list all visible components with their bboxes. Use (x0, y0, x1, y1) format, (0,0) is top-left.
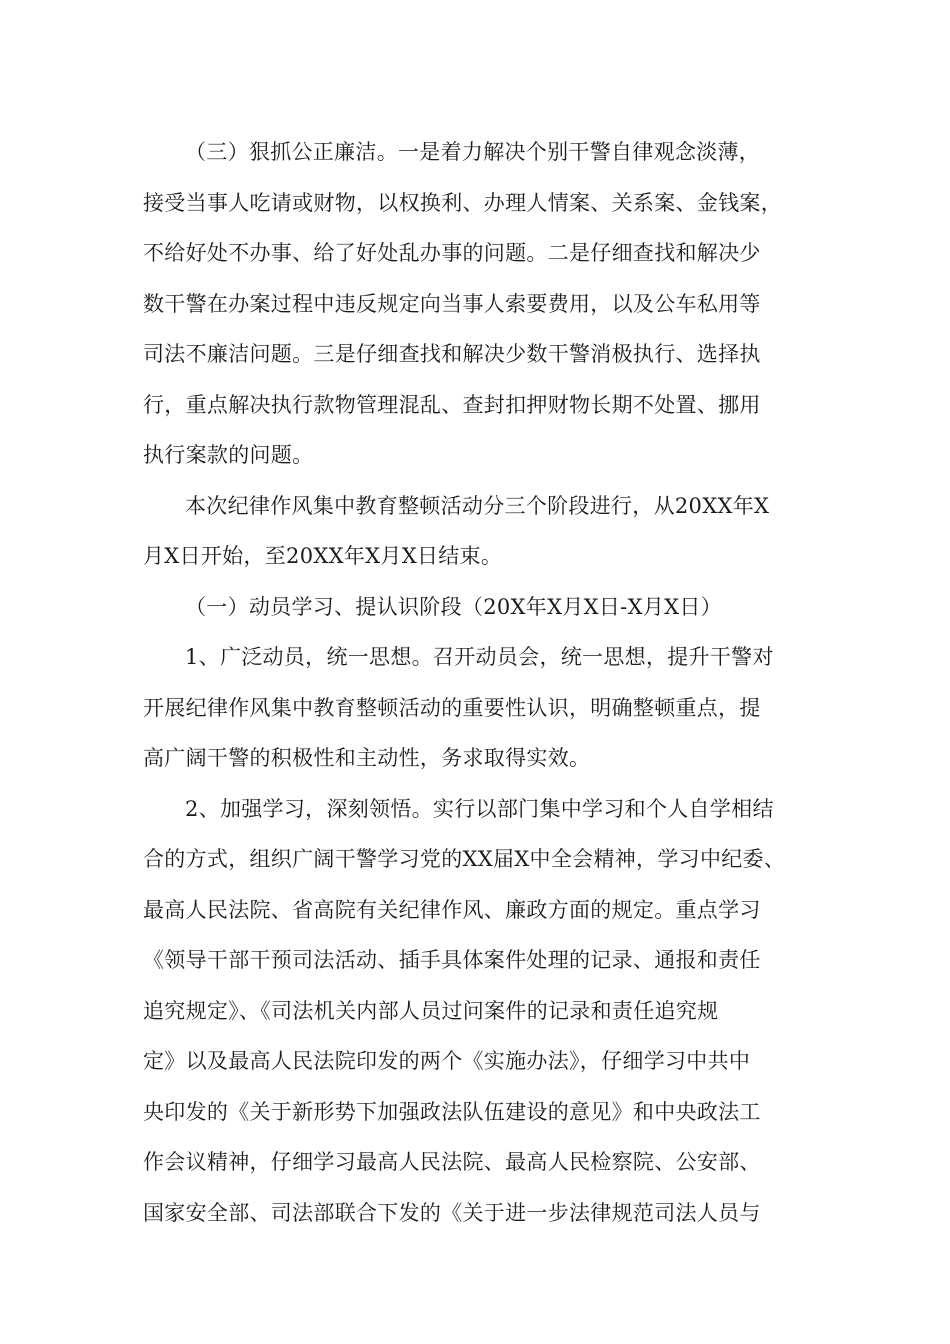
text-line: 央印发的《关于新形势下加强政法队伍建设的意见》和中央政法工 (143, 1099, 761, 1124)
text-line: 不给好处不办事、给了好处乱办事的问题。二是仔细查找和解决少 (143, 241, 761, 265)
text-line: 追究规定》、《司法机关内部人员过问案件的记录和责任追究规 (143, 998, 719, 1023)
paragraph-study (143, 784, 808, 1239)
text-line: 接受当事人吃请或财物，以权换利、办理人情案、关系案、金钱案， (143, 190, 782, 215)
text-line: 开展纪律作风集中教育整顿活动的重要性认识，明确整顿重点，提 (143, 695, 761, 720)
text-line: 数干警在办案过程中违反规定向当事人索要费用，以及公车私用等 (143, 291, 761, 316)
text-line: 国家安全部、司法部联合下发的《关于进一步法律规范司法人员与 (143, 1200, 761, 1225)
text-line: 2、加强学习，深刻领悟。实行以部门集中学习和个人自学相结 (185, 796, 774, 821)
paragraph-phase-heading (143, 582, 808, 633)
paragraph-integrity (143, 127, 808, 481)
text-line: 行，重点解决执行款物管理混乱、查封扣押财物长期不处置、挪用 (143, 392, 761, 417)
paragraph-mobilization (143, 632, 808, 784)
paragraph-schedule (143, 481, 808, 582)
text-line: 定》以及最高人民法院印发的两个《实施办法》，仔细学习中共中 (143, 1049, 751, 1073)
text-line: 本次纪律作风集中教育整顿活动分三个阶段进行，从20XX年X (185, 493, 770, 518)
section-heading: （一）动员学习、提认识阶段（20X年X月X日-X月X日） (185, 594, 722, 619)
text-line: 月X日开始，至20XX年X月X日结束。 (143, 544, 503, 568)
text-line: 1、广泛动员，统一思想。召开动员会，统一思想，提升干警对 (185, 645, 774, 669)
document-body (143, 127, 808, 1238)
text-line: 执行案款的问题。 (143, 443, 314, 467)
text-line: 合的方式，组织广阔干警学习党的XX届X中全会精神，学习中纪委、 (143, 847, 786, 871)
text-line: 《领导干部干预司法活动、插手具体案件处理的记录、通报和责任 (143, 948, 761, 972)
text-line: （三）狠抓公正廉洁。一是着力解决个别干警自律观念淡薄， (185, 140, 761, 164)
text-line: 高广阔干警的积极性和主动性，务求取得实效。 (143, 746, 591, 770)
text-line: 司法不廉洁问题。三是仔细查找和解决少数干警消极执行、选择执 (143, 342, 761, 366)
text-line: 作会议精神，仔细学习最高人民法院、最高人民检察院、公安部、 (143, 1150, 761, 1174)
text-line: 最高人民法院、省高院有关纪律作风、廉政方面的规定。重点学习 (143, 897, 761, 922)
